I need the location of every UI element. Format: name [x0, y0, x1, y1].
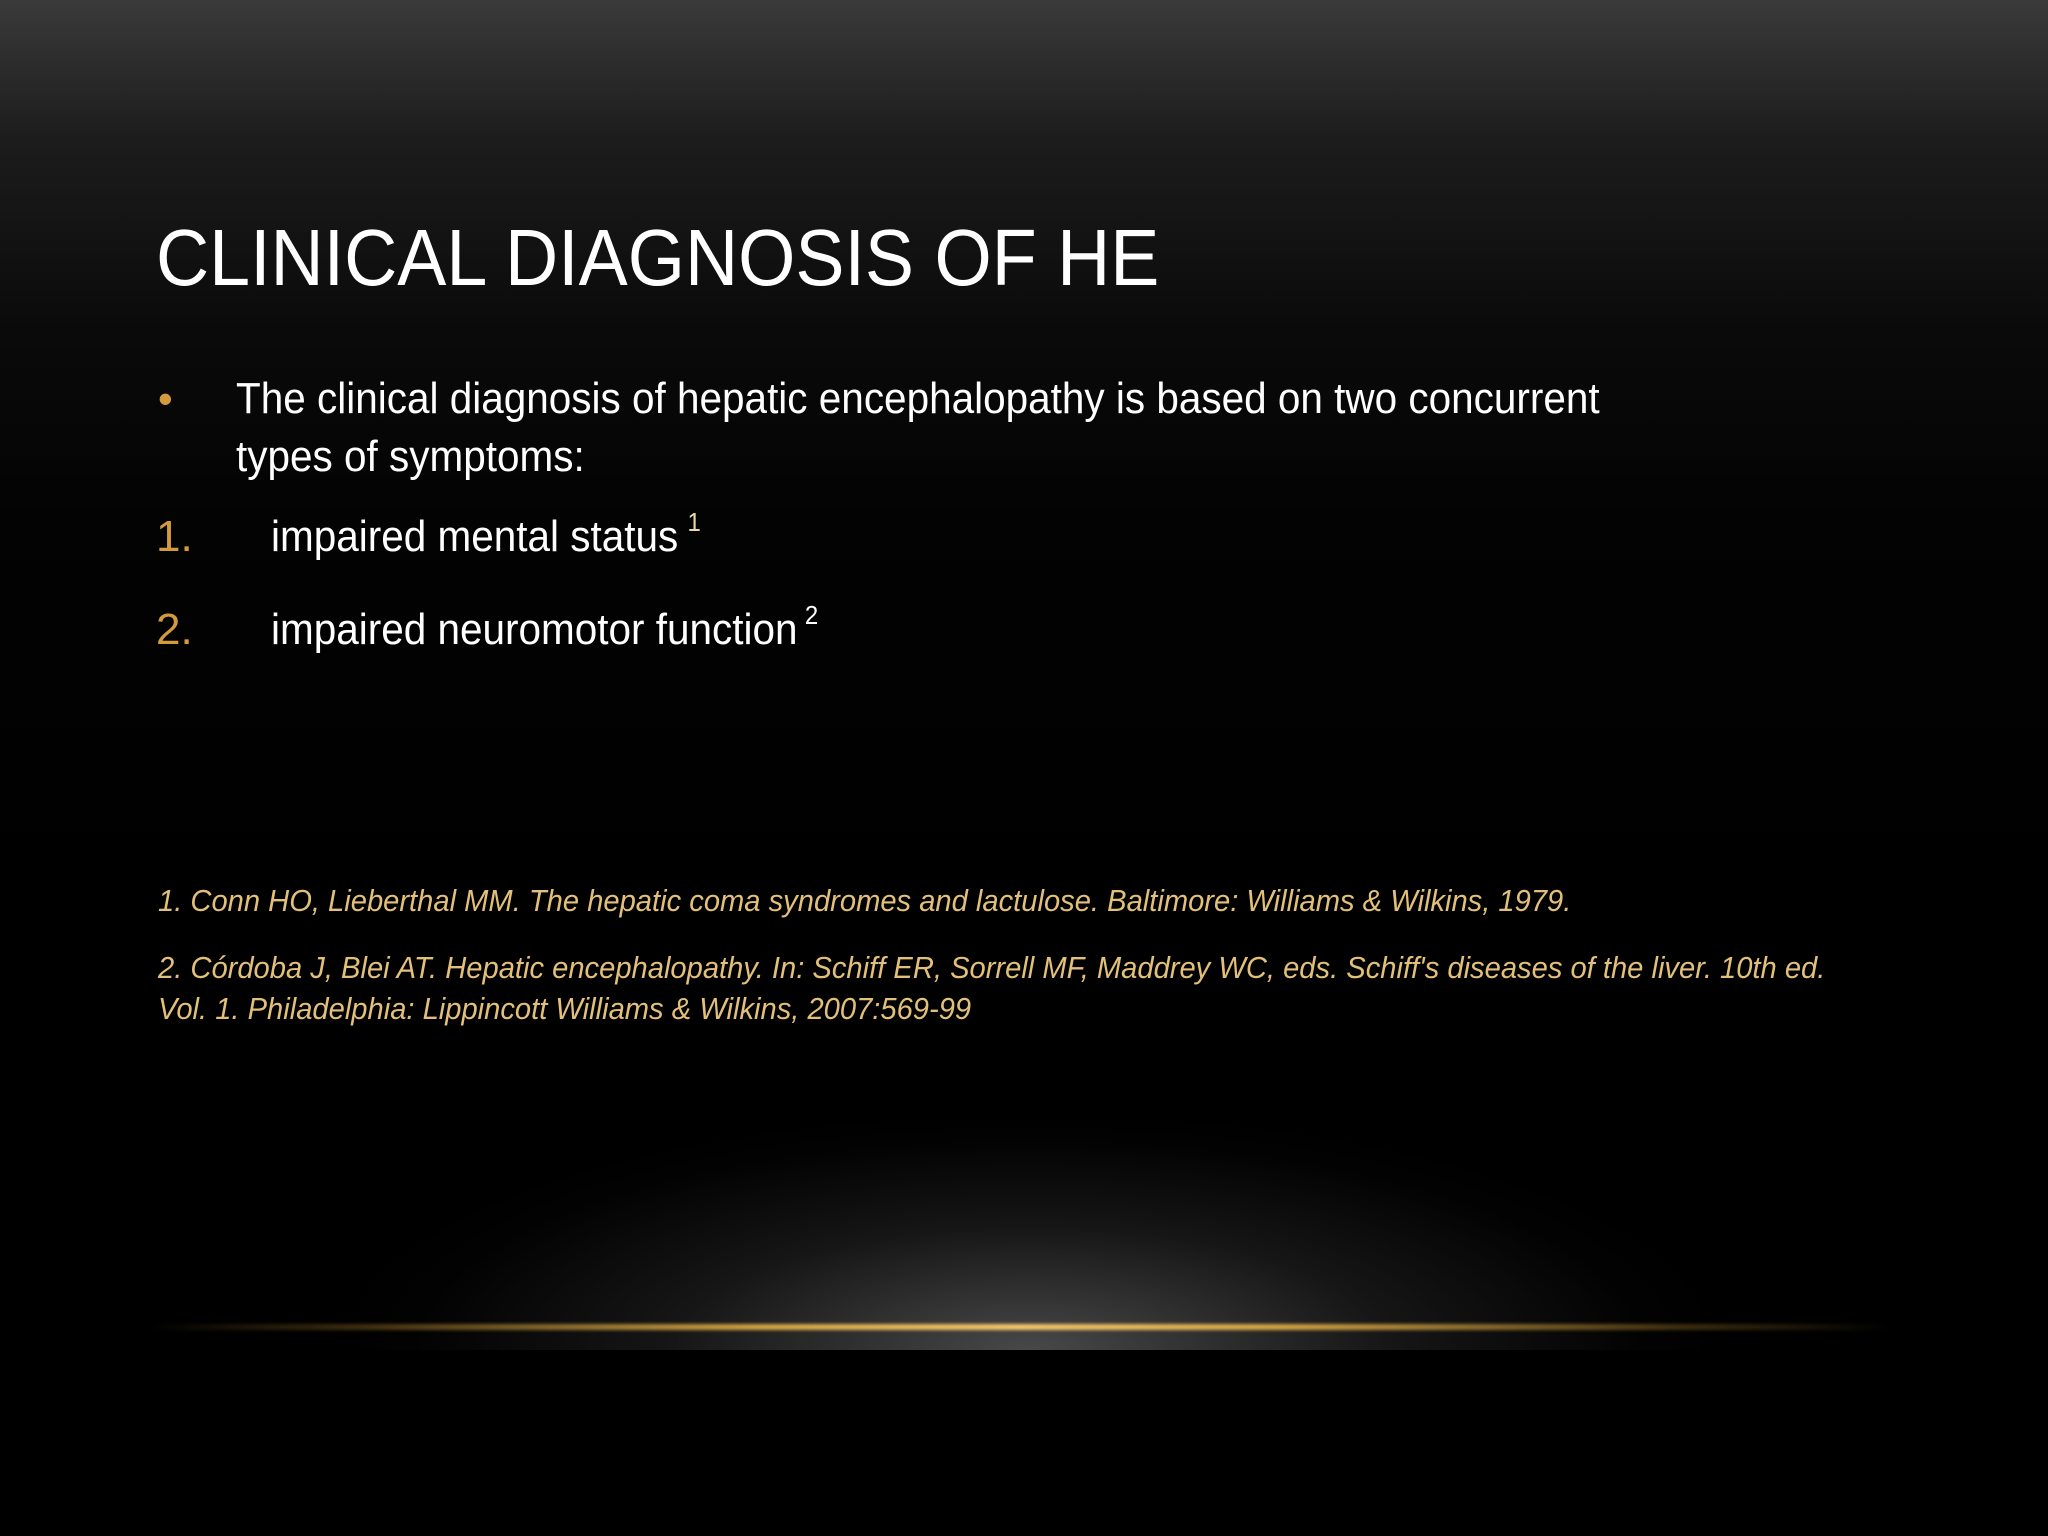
- references: [158, 880, 1958, 1029]
- reference-2: 2. Córdoba J, Blei AT. Hepatic encephalopathy. In: Schiff ER, Sorrell MF, Maddrey WC, eds. Schiff's diseases of the liver. 10th ed. Vol. 1. Philadelphia: Lippincott Williams & Wilkins, 2007:569-99: [158, 950, 1826, 1026]
- decorative-spotlight-glow: [360, 1120, 1700, 1350]
- item-text: impaired neuromotor function: [271, 605, 798, 654]
- numbered-item-2: [156, 601, 1916, 664]
- reference-1: 1. Conn HO, Lieberthal MM. The hepatic coma syndromes and lactulose. Baltimore: Williams & Wilkins, 1979.: [158, 883, 1572, 918]
- slide-title: CLINICAL DIAGNOSIS OF HE: [156, 213, 1160, 302]
- item-number: 2.: [156, 605, 193, 654]
- slide-body: [156, 370, 1916, 664]
- bullet-item: [156, 370, 1916, 486]
- citation-superscript: 2: [804, 600, 819, 630]
- item-text: impaired mental status: [271, 512, 679, 561]
- item-text-wrapper: [271, 601, 818, 664]
- decorative-gold-horizon-line: [150, 1324, 1890, 1330]
- bullet-dot-icon: •: [158, 375, 173, 422]
- numbered-item-1: [156, 508, 1916, 571]
- item-text-wrapper: [271, 508, 701, 571]
- bullet-text: The clinical diagnosis of hepatic encephalopathy is based on two concurrent types of symptoms:: [236, 374, 1600, 481]
- citation-superscript: 1: [687, 507, 701, 537]
- item-number: 1.: [156, 512, 193, 561]
